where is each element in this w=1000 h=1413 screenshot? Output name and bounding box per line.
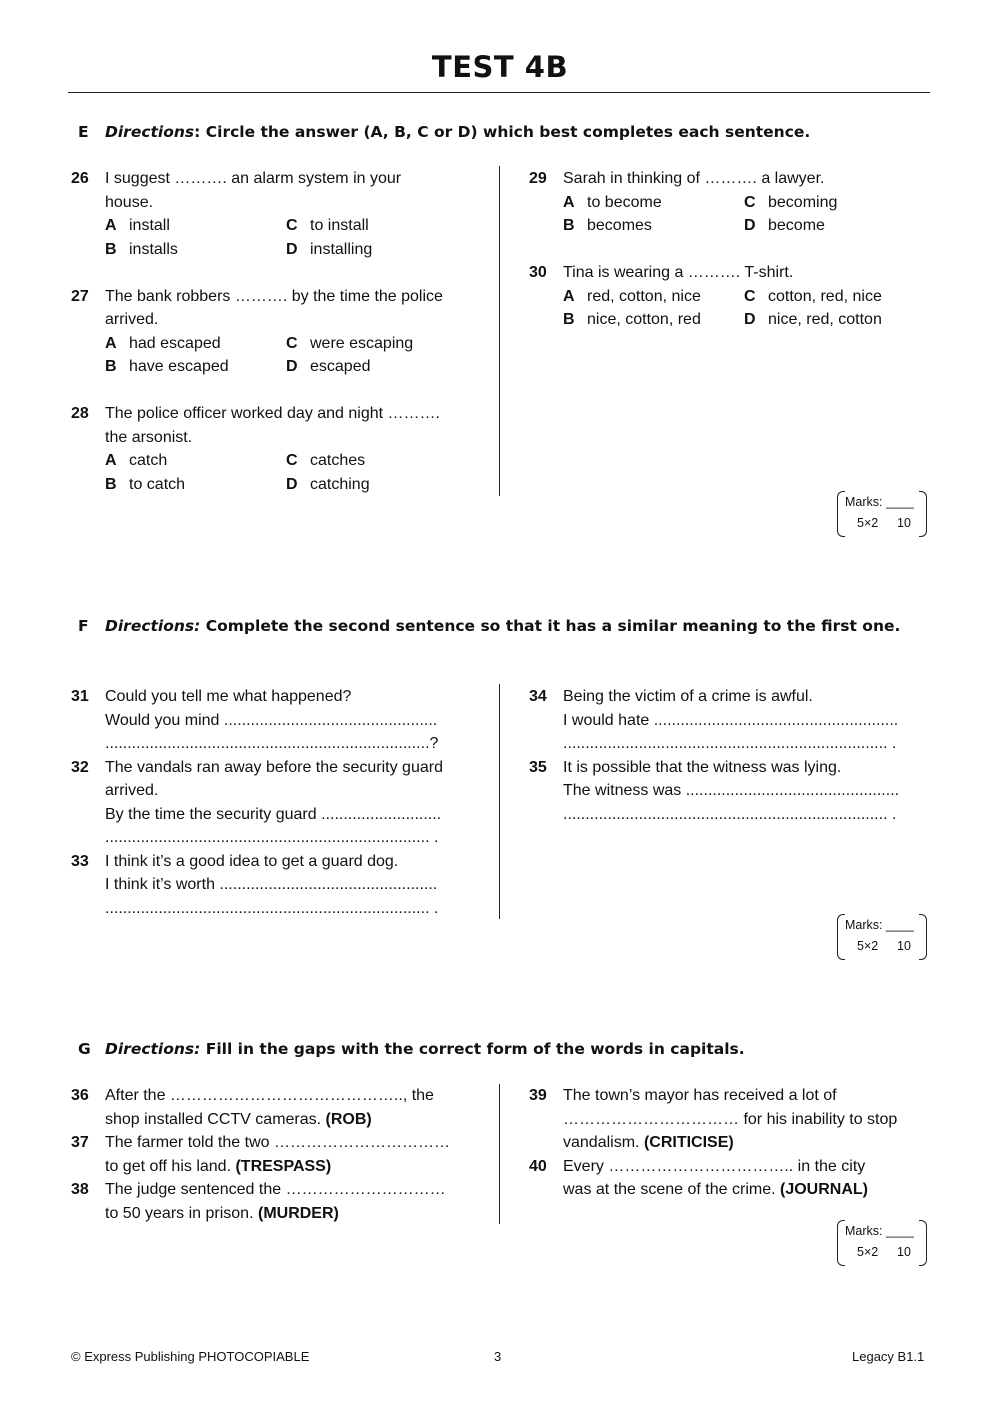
directions-label: Directions bbox=[105, 123, 195, 141]
question-number: 27 bbox=[71, 287, 89, 305]
marks-formula: 5×2 bbox=[857, 939, 879, 953]
section-e-header bbox=[70, 121, 910, 144]
question-text: Tina is wearing a ………. T-shirt. bbox=[563, 264, 794, 281]
question-30 bbox=[529, 261, 949, 332]
option-b[interactable]: B becomes bbox=[563, 217, 652, 234]
question-number: 39 bbox=[529, 1087, 547, 1104]
question-36 bbox=[71, 1084, 491, 1131]
footer-copyright: © Express Publishing PHOTOCOPIABLE bbox=[71, 1349, 310, 1364]
question-text: I think it’s a good idea to get a guard dog. bbox=[105, 852, 399, 870]
key-word: (CRITICISE) bbox=[643, 1134, 734, 1151]
option-c[interactable]: C becoming bbox=[744, 193, 838, 211]
marks-box-f bbox=[837, 914, 927, 958]
directions-text: : Circle the answer (A, B, C or D) which best completes each sentence. bbox=[194, 123, 811, 141]
key-word: (TRESPASS) bbox=[235, 1157, 332, 1175]
section-f-right-column bbox=[529, 685, 949, 826]
option-c[interactable]: C to install bbox=[286, 217, 369, 234]
marks-label: Marks: ____ bbox=[845, 495, 914, 509]
question-text: The police officer worked day and night ………. bbox=[105, 405, 440, 422]
section-letter: G bbox=[78, 1040, 91, 1058]
option-a[interactable]: A had escaped bbox=[105, 334, 221, 352]
question-29 bbox=[529, 167, 949, 238]
question-number: 32 bbox=[71, 758, 89, 776]
question-text: was at the scene of the crime. bbox=[563, 1181, 776, 1198]
question-number: 33 bbox=[71, 852, 89, 870]
question-text: house. bbox=[105, 193, 154, 211]
option-d[interactable]: D become bbox=[744, 217, 825, 234]
footer-page-number: 3 bbox=[494, 1349, 502, 1364]
question-number: 38 bbox=[71, 1181, 89, 1198]
answer-line[interactable]: ......................................................................... . bbox=[563, 735, 897, 752]
directions-label: Directions: bbox=[105, 1040, 201, 1058]
section-g-left-column bbox=[71, 1084, 491, 1225]
question-39 bbox=[529, 1084, 949, 1155]
section-letter: E bbox=[78, 123, 89, 141]
section-e-right-column bbox=[529, 167, 949, 332]
question-number: 28 bbox=[71, 405, 89, 422]
question-text: I suggest ………. an alarm system in your bbox=[105, 170, 402, 187]
option-c[interactable]: C catches bbox=[286, 452, 366, 469]
question-text: The town’s mayor has received a lot of bbox=[563, 1087, 837, 1104]
answer-line[interactable]: By the time the security guard ........................... bbox=[105, 805, 442, 823]
question-number: 30 bbox=[529, 264, 547, 281]
answer-line[interactable]: ......................................................................... . bbox=[105, 829, 439, 846]
marks-label: Marks: ____ bbox=[845, 1224, 914, 1238]
marks-total: 10 bbox=[897, 1245, 911, 1259]
option-a[interactable]: A red, cotton, nice bbox=[563, 287, 701, 305]
answer-line[interactable]: I would hate ....................................................... bbox=[563, 711, 899, 729]
question-number: 37 bbox=[71, 1134, 89, 1151]
section-e-left-column bbox=[71, 167, 491, 496]
question-text: It is possible that the witness was lying. bbox=[563, 758, 842, 776]
option-d[interactable]: D catching bbox=[286, 475, 370, 493]
question-text: arrived. bbox=[105, 311, 159, 328]
answer-line[interactable]: The witness was ................................................ bbox=[563, 782, 900, 799]
question-number: 31 bbox=[71, 688, 89, 705]
marks-label: Marks: ____ bbox=[845, 918, 914, 932]
question-text: After the …………………………………….., the bbox=[105, 1087, 434, 1104]
question-number: 35 bbox=[529, 758, 547, 776]
question-28 bbox=[71, 402, 491, 496]
question-number: 36 bbox=[71, 1087, 89, 1104]
marks-formula: 5×2 bbox=[857, 516, 879, 530]
marks-total: 10 bbox=[897, 516, 911, 530]
question-34 bbox=[529, 685, 949, 756]
question-text: to 50 years in prison. bbox=[105, 1204, 254, 1222]
section-g-header bbox=[70, 1038, 910, 1061]
section-letter: F bbox=[78, 617, 89, 635]
question-number: 34 bbox=[529, 688, 547, 705]
question-text: …………………………… for his inability to stop bbox=[563, 1110, 898, 1128]
column-divider bbox=[499, 1084, 500, 1224]
question-number: 40 bbox=[529, 1157, 547, 1175]
question-text: The bank robbers ………. by the time the police bbox=[105, 287, 443, 305]
answer-line[interactable]: ......................................................................... . bbox=[563, 805, 897, 823]
question-text: shop installed CCTV cameras. bbox=[105, 1110, 322, 1128]
question-text: Sarah in thinking of ………. a lawyer. bbox=[563, 170, 825, 187]
directions-text: Fill in the gaps with the correct form of the words in capitals. bbox=[200, 1040, 745, 1058]
question-text: Being the victim of a crime is awful. bbox=[563, 688, 813, 705]
marks-formula: 5×2 bbox=[857, 1245, 879, 1259]
question-37 bbox=[71, 1131, 491, 1178]
option-d[interactable]: D escaped bbox=[286, 358, 371, 375]
directions-text: Complete the second sentence so that it has a similar meaning to the first one. bbox=[200, 617, 901, 635]
directions-label: Directions: bbox=[105, 617, 201, 635]
option-d[interactable]: D nice, red, cotton bbox=[744, 311, 882, 328]
question-27 bbox=[71, 285, 491, 379]
section-f-header bbox=[70, 615, 910, 638]
option-a[interactable]: A catch bbox=[105, 452, 168, 469]
marks-box-e bbox=[837, 491, 927, 535]
question-31 bbox=[71, 685, 491, 756]
option-c[interactable]: C cotton, red, nice bbox=[744, 287, 882, 305]
answer-line[interactable]: ......................................................................... . bbox=[105, 899, 439, 917]
marks-box-g bbox=[837, 1220, 927, 1264]
question-number: 26 bbox=[71, 170, 89, 187]
question-38 bbox=[71, 1178, 491, 1225]
option-b[interactable]: B to catch bbox=[105, 475, 186, 493]
question-40 bbox=[529, 1155, 949, 1202]
question-32 bbox=[71, 756, 491, 850]
question-text: Every …………………………….. in the city bbox=[563, 1157, 866, 1175]
option-b[interactable]: B nice, cotton, red bbox=[563, 311, 701, 328]
footer-book-title: Legacy B1.1 bbox=[852, 1349, 925, 1364]
answer-line[interactable]: .........................................................................? bbox=[105, 735, 439, 752]
section-f-left-column bbox=[71, 685, 491, 920]
question-number: 29 bbox=[529, 170, 547, 187]
question-text: vandalism. bbox=[563, 1134, 640, 1151]
answer-line[interactable]: Would you mind ................................................ bbox=[105, 711, 438, 729]
option-d[interactable]: D installing bbox=[286, 240, 373, 258]
key-word: (ROB) bbox=[325, 1110, 372, 1128]
title-rule bbox=[68, 92, 930, 93]
question-text: Could you tell me what happened? bbox=[105, 688, 352, 705]
question-35 bbox=[529, 756, 949, 827]
column-divider bbox=[499, 684, 500, 919]
section-g-right-column bbox=[529, 1084, 949, 1202]
question-text: the arsonist. bbox=[105, 428, 193, 446]
option-a[interactable]: A install bbox=[105, 217, 170, 234]
key-word: (MURDER) bbox=[257, 1204, 339, 1222]
column-divider bbox=[499, 166, 500, 496]
option-b[interactable]: B have escaped bbox=[105, 358, 229, 375]
option-b[interactable]: B installs bbox=[105, 240, 178, 258]
option-c[interactable]: C were escaping bbox=[286, 334, 414, 352]
page-title: TEST 4B bbox=[431, 50, 569, 84]
question-text: The farmer told the two …………………………… bbox=[105, 1134, 450, 1151]
answer-line[interactable]: I think it’s worth ................................................. bbox=[105, 876, 438, 893]
question-26 bbox=[71, 167, 491, 261]
question-text: The judge sentenced the ………………………… bbox=[105, 1181, 446, 1198]
option-a[interactable]: A to become bbox=[563, 193, 662, 211]
key-word: (JOURNAL) bbox=[780, 1181, 868, 1198]
question-text: The vandals ran away before the security guard bbox=[105, 758, 443, 776]
question-text: to get off his land. bbox=[105, 1157, 232, 1175]
marks-total: 10 bbox=[897, 939, 911, 953]
question-33 bbox=[71, 850, 491, 921]
question-text: arrived. bbox=[105, 782, 159, 799]
